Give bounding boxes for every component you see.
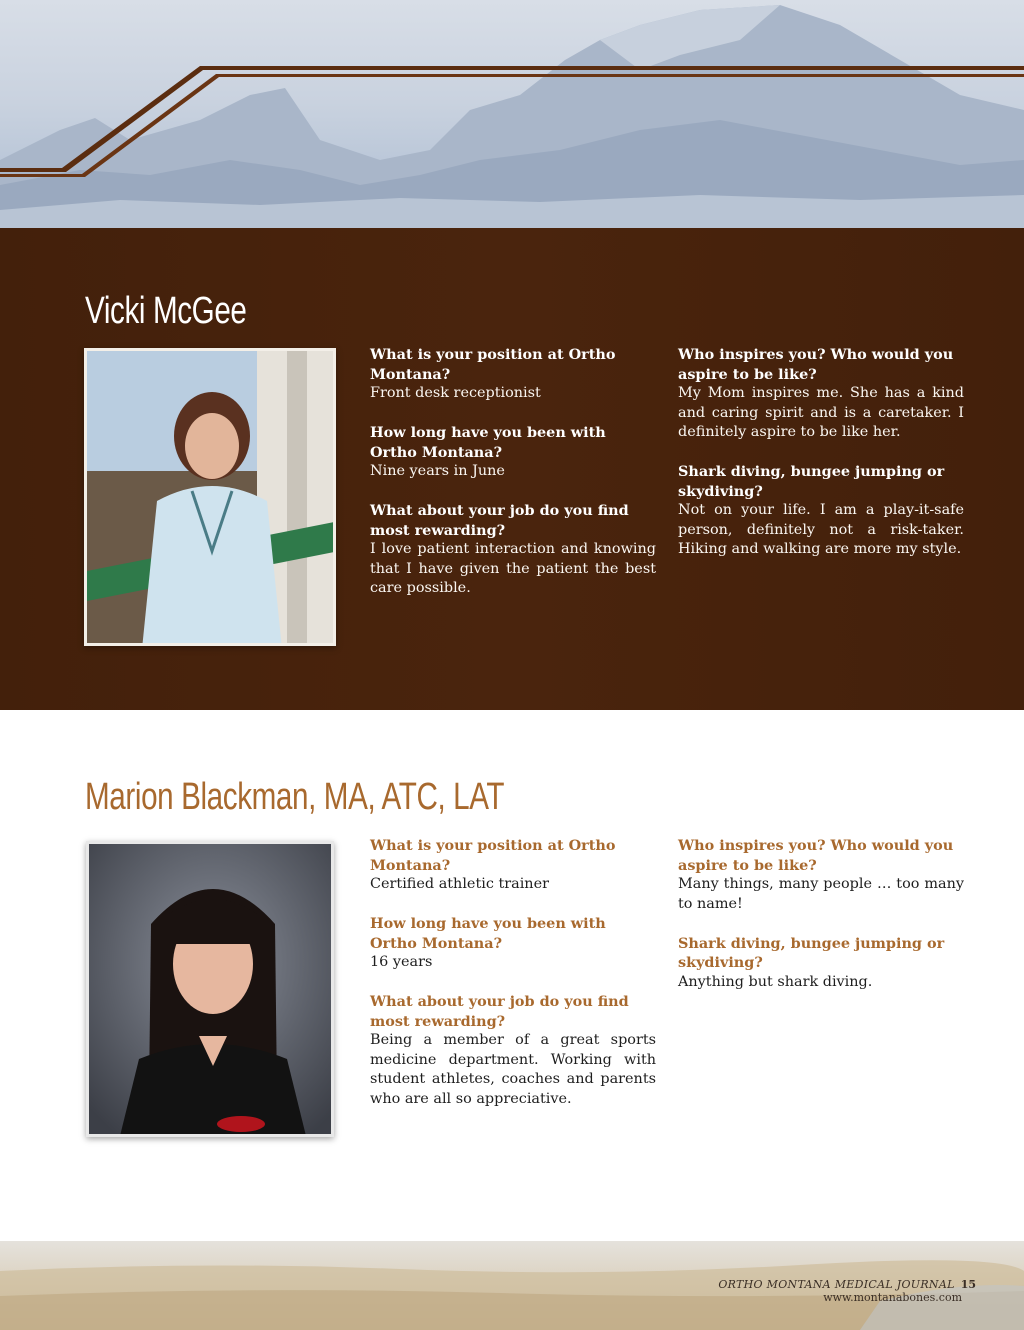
profile-qa-column-1: [370, 345, 656, 618]
answer: My Mom inspires me. She has a kind and caring spirit and is a caretaker. I definitely aspire to be like her.: [678, 385, 964, 440]
question: How long have you been with Ortho Montana?: [370, 424, 606, 461]
profile-name-marion: Marion Blackman, MA, ATC, LAT: [85, 776, 505, 818]
website-url: www.montanabones.com: [823, 1291, 962, 1304]
profile-qa-column-1: [370, 836, 656, 1129]
answer: Many things, many people … too many to name!: [678, 876, 964, 912]
question: What is your position at Ortho Montana?: [370, 837, 616, 874]
answer: Certified athletic trainer: [370, 876, 549, 892]
answer: Front desk receptionist: [370, 385, 541, 401]
answer: Nine years in June: [370, 463, 505, 479]
portrait-photo: [86, 841, 334, 1137]
question: What about your job do you find most rewarding?: [370, 502, 629, 539]
answer: 16 years: [370, 954, 433, 970]
answer: Anything but shark diving.: [678, 973, 873, 990]
answer: Being a member of a great sports medicine department. Working with student athletes, coaches and parents who are all so appreciative.: [370, 1032, 656, 1107]
mountain-illustration: [0, 0, 1024, 228]
question: How long have you been with Ortho Montana?: [370, 915, 606, 952]
question: Who inspires you? Who would you aspire to be like?: [678, 837, 954, 874]
question: Who inspires you? Who would you aspire to be like?: [678, 346, 954, 383]
answer: I love patient interaction and knowing that I have given the patient the best care possible.: [370, 541, 656, 596]
page-footer: [718, 1278, 976, 1304]
journal-title: ORTHO MONTANA MEDICAL JOURNAL: [718, 1278, 955, 1291]
profile-qa-column-2: [678, 836, 964, 1012]
portrait-photo: [84, 348, 336, 646]
page-number: 15: [960, 1278, 976, 1291]
profile-qa-column-2: [678, 345, 964, 579]
question: Shark diving, bungee jumping or skydiving?: [678, 934, 945, 971]
mountain-banner: [0, 0, 1024, 228]
answer: Not on your life. I am a play-it-safe person, definitely not a risk-taker. Hiking and walking are more my style.: [678, 502, 964, 557]
profile-name-vicki: Vicki McGee: [85, 290, 247, 332]
question: Shark diving, bungee jumping or skydiving?: [678, 463, 945, 500]
question: What about your job do you find most rewarding?: [370, 993, 629, 1030]
question: What is your position at Ortho Montana?: [370, 346, 616, 383]
